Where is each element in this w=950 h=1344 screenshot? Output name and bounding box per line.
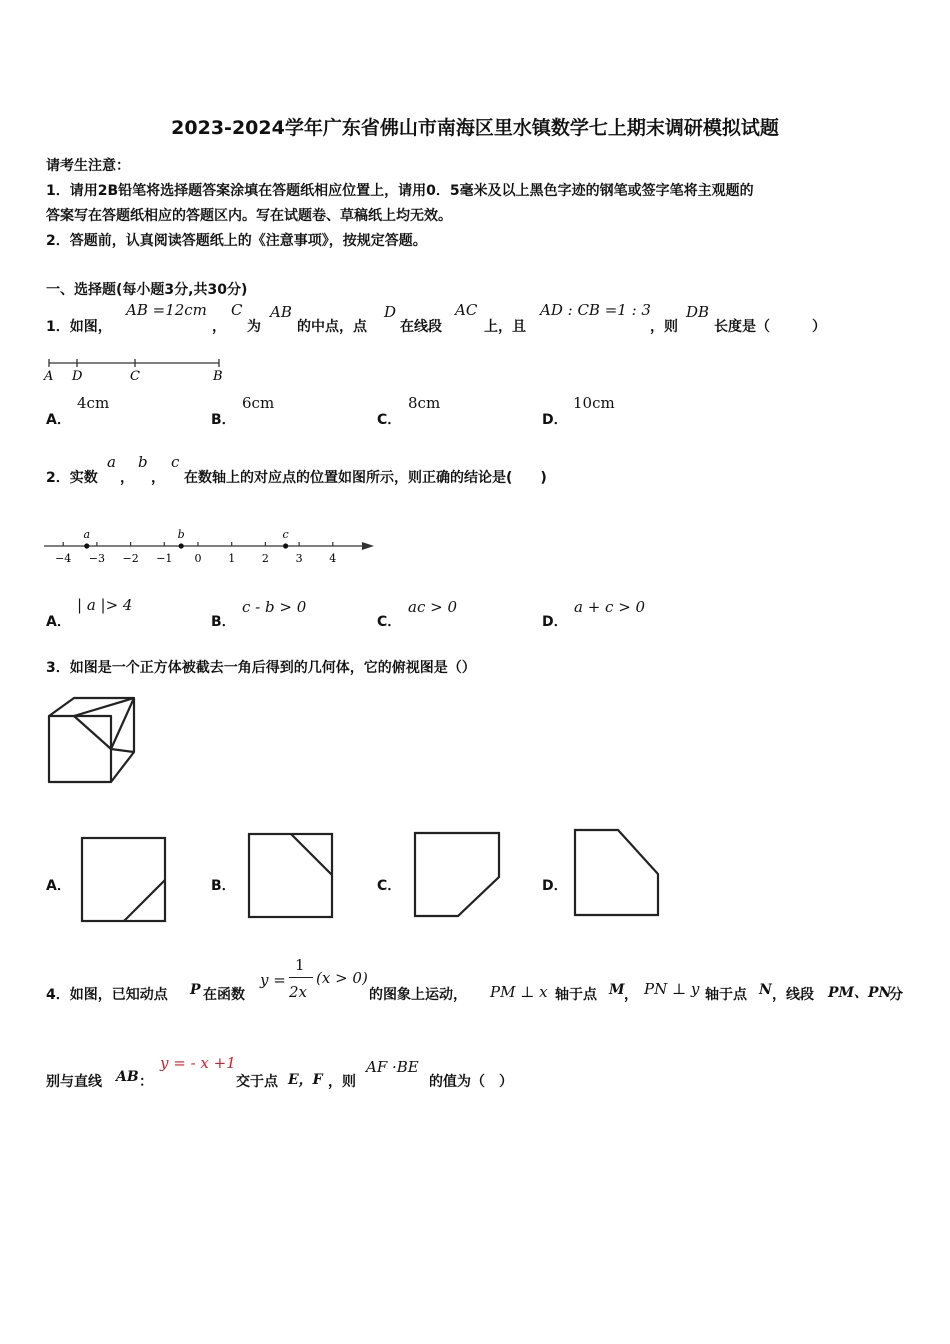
q4-text-7: ，线段 (772, 987, 814, 1003)
q2-option-d-value[interactable]: a + c > 0 (574, 598, 646, 616)
axis-tick-label: 4 (329, 552, 337, 565)
axis-tick-label: 0 (194, 552, 202, 565)
section-heading: 一、选择题(每小题3分,共30分) (46, 282, 248, 298)
q1-math-d: D (384, 303, 397, 321)
q1-text-4: 的中点，点 (297, 319, 367, 335)
q3-option-c-letter[interactable]: C． (377, 878, 402, 894)
q1-option-d-letter[interactable]: D． (542, 412, 568, 428)
q2-option-b-value[interactable]: c - b > 0 (242, 598, 307, 616)
q4-text-8: 分 (889, 987, 903, 1003)
q4-function-y: y = (260, 971, 286, 989)
q2-text-1: 2．实数 (46, 470, 98, 486)
page-title: 2023-2024学年广东省佛山市南海区里水镇数学七上期末调研模拟试题 (171, 117, 779, 139)
q1-point-c-label: C (130, 369, 140, 384)
q3-option-c-figure[interactable] (410, 828, 505, 922)
q1-option-c-value[interactable]: 8cm (408, 394, 441, 412)
q2-option-a-value[interactable]: | a |> 4 (77, 596, 133, 614)
q2-math-c: c (171, 453, 180, 471)
axis-point-label-a: a (83, 528, 91, 541)
q2-math-a: a (107, 453, 116, 471)
q4-function-denominator: 2x (289, 983, 308, 1001)
q3-option-a-letter[interactable]: A． (46, 878, 71, 894)
q2-math-b: b (138, 453, 148, 471)
q4-text-5: ， (624, 987, 638, 1003)
q1-text-1: 1．如图， (46, 319, 112, 335)
q2-text-2: 在数轴上的对应点的位置如图所示，则正确的结论是( ) (184, 470, 547, 486)
q1-point-a-label: A (44, 369, 54, 384)
axis-tick-label: −4 (55, 552, 72, 565)
q4-text-12: ，则 (328, 1074, 356, 1090)
q3-option-d-letter[interactable]: D． (542, 878, 568, 894)
q1-option-a-letter[interactable]: A． (46, 412, 71, 428)
q4-points-e-f: E，F (288, 1072, 323, 1088)
q3-text: 3．如图是一个正方体被截去一角后得到的几何体，它的俯视图是（） (46, 660, 476, 676)
q4-text-10: ： (139, 1074, 153, 1090)
axis-tick-label: 3 (295, 552, 303, 565)
q4-line-ab: AB (116, 1069, 139, 1085)
q3-option-a-figure[interactable] (78, 835, 170, 925)
q1-option-b-value[interactable]: 6cm (242, 394, 275, 412)
q1-text-6: 上，且 (484, 319, 526, 335)
q4-math-pm-perp: PM ⊥ x (490, 983, 548, 1001)
q4-text-13: 的值为（ ） (429, 1074, 513, 1090)
q1-point-b-label: B (213, 369, 223, 384)
q1-point-d-label: D (72, 369, 83, 384)
q4-fraction-bar (289, 977, 313, 978)
q3-option-d-figure[interactable] (570, 825, 666, 921)
q2-option-c-value[interactable]: ac > 0 (408, 598, 457, 616)
axis-point-a (84, 543, 89, 548)
q1-option-c-letter[interactable]: C． (377, 412, 402, 428)
q4-text-1: 4．如图，已知动点 (46, 987, 168, 1003)
q1-text-3: 为 (247, 319, 261, 335)
axis-tick-label: −1 (156, 552, 173, 565)
axis-point-label-c: c (282, 528, 289, 541)
axis-tick-label: 1 (228, 552, 236, 565)
notice-line-1: 1．请用2B铅笔将选择题答案涂填在答题纸相应位置上，请用0．5毫米及以上黑色字迹的钢笔或签字笔将主观题的 (46, 183, 754, 199)
q1-text-8: 长度是（ ） (714, 319, 826, 335)
q4-point-m: M (609, 982, 625, 998)
q1-math-ac: AC (455, 301, 478, 319)
q2-sep-1: ， (120, 470, 134, 486)
q4-text-9: 别与直线 (46, 1074, 102, 1090)
q3-option-b-figure[interactable] (245, 830, 337, 922)
q2-option-c-letter[interactable]: C． (377, 614, 402, 630)
q1-option-a-value[interactable]: 4cm (77, 394, 110, 412)
axis-point-b (179, 543, 184, 548)
q1-option-d-value[interactable]: 10cm (573, 394, 615, 412)
q4-product-af-be: AF ·BE (366, 1058, 419, 1076)
q2-number-line (42, 522, 382, 570)
q1-math-c: C (231, 301, 243, 319)
q4-text-2: 在函数 (203, 987, 245, 1003)
q4-math-pn-perp: PN ⊥ y (644, 980, 700, 998)
axis-tick-label: −2 (122, 552, 139, 565)
q4-text-3: 的图象上运动， (369, 987, 467, 1003)
q1-text-7: ，则 (650, 319, 678, 335)
q1-text-2: ， (212, 319, 226, 335)
q4-text-11: 交于点 (236, 1074, 278, 1090)
q4-point-n: N (759, 982, 772, 998)
q4-text-4: 轴于点 (555, 987, 597, 1003)
notice-line-2: 答案写在答题纸相应的答题区内。写在试题卷、草稿纸上均无效。 (46, 208, 452, 224)
q2-option-d-letter[interactable]: D． (542, 614, 568, 630)
q2-sep-2: ， (151, 470, 165, 486)
notice-heading: 请考生注意： (46, 158, 130, 174)
q4-segments-pm-pn: PM、PN (828, 985, 892, 1001)
q1-math-ab: AB (270, 303, 292, 321)
notice-line-3: 2．答题前，认真阅读答题纸上的《注意事项》，按规定答题。 (46, 233, 427, 249)
q1-option-b-letter[interactable]: B． (211, 412, 236, 428)
q1-text-5: 在线段 (400, 319, 442, 335)
q1-math-ratio: AD : CB =1 : 3 (540, 301, 651, 319)
q1-math-ab-length: AB =12cm (126, 301, 207, 319)
axis-tick-label: 2 (261, 552, 269, 565)
q3-cut-cube-figure (44, 694, 140, 786)
q1-math-db: DB (686, 303, 710, 321)
axis-point-label-b: b (177, 528, 185, 541)
q4-function-domain: (x > 0) (316, 969, 368, 987)
q2-option-b-letter[interactable]: B． (211, 614, 236, 630)
q3-option-b-letter[interactable]: B． (211, 878, 236, 894)
axis-point-c (283, 543, 288, 548)
q4-function-numerator: 1 (295, 956, 305, 974)
q2-option-a-letter[interactable]: A． (46, 614, 71, 630)
q1-segment-figure (42, 355, 232, 385)
axis-tick-label: −3 (88, 552, 106, 565)
q4-text-6: 轴于点 (705, 987, 747, 1003)
q4-point-p: P (190, 982, 201, 998)
q4-line-equation: y = - x +1 (160, 1054, 236, 1072)
